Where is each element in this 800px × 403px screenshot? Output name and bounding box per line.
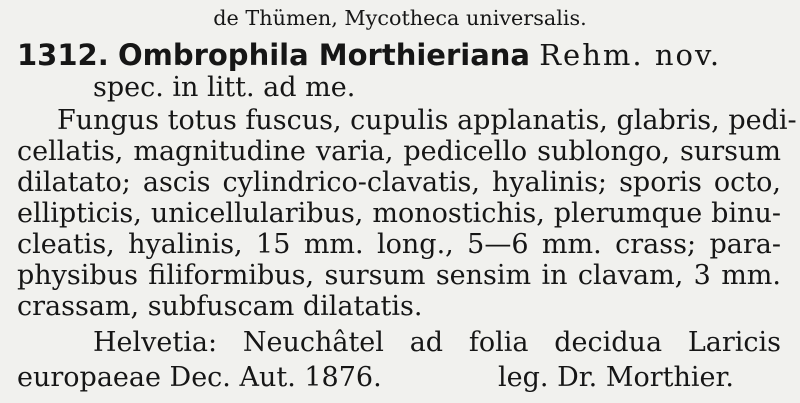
text-line: cellatis, magnitudine varia, pedicello sublongo, sursum [17,136,781,167]
locality-line: europaeae Dec. Aut. 1876. [17,362,382,393]
header-text: de Thümen, Mycotheca universalis. [213,6,587,30]
authority-text: Rehm. nov. [539,38,722,72]
text-line: crassam, subfuscam dilatatis. [17,291,423,322]
text-line: ellipticis, unicellularibus, monostichis, plerumque binu- [17,198,781,229]
title-line [17,38,721,72]
collector-text: leg. Dr. Morthier. [498,362,734,393]
text-line: dilatato; ascis cylindrico-clavatis, hyalinis; sporis octo, [17,167,781,198]
text-line: physibus filiformibus, sursum sensim in clavam, 3 mm. [17,260,781,291]
text-line: spec. in litt. ad me. [93,72,356,103]
species-name: Ombrophila Morthieriana [117,38,530,72]
text-line: cleatis, hyalinis, 15 mm. long., 5—6 mm. crass; para- [17,229,781,260]
specimen-number: 1312. [17,38,109,72]
text-line: Fungus totus fuscus, cupulis applanatis, glabris, pedi- [57,105,797,136]
locality-line: Helvetia: Neuchâtel ad folia decidua Laricis [93,327,781,358]
